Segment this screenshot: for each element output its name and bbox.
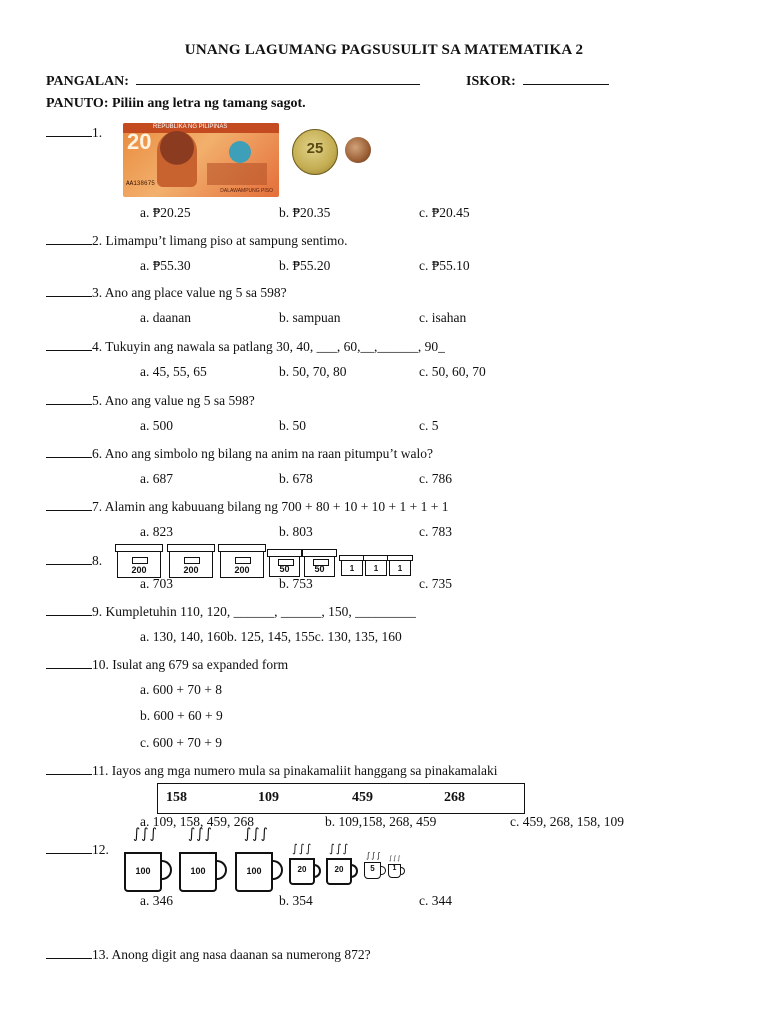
steam-icon: ∫∫∫ xyxy=(366,851,382,860)
answer-blank[interactable] xyxy=(46,762,92,775)
name-field[interactable] xyxy=(136,70,420,85)
question-text: Iayos ang mga numero mula sa pinakamaliit hanggang sa pinakamalaki xyxy=(108,763,498,778)
number-item: 158 xyxy=(166,790,187,805)
box-icon: 200 xyxy=(117,550,161,578)
mug-icon: 20 xyxy=(326,858,352,885)
box-icon: 1 xyxy=(341,559,363,576)
option-c[interactable]: c. 50, 60, 70 xyxy=(419,364,486,379)
option-a[interactable]: a. 109, 158, 459, 268 xyxy=(140,814,254,829)
option-a[interactable]: a. 500 xyxy=(140,418,173,433)
option-c[interactable]: c. 786 xyxy=(419,471,452,486)
coin-icon xyxy=(292,129,338,175)
bill-serial: AA138675 xyxy=(126,180,155,187)
steam-icon: ∫∫∫ xyxy=(133,826,158,842)
mug-icon: 20 xyxy=(289,858,315,885)
option-b[interactable]: b. 354 xyxy=(279,893,313,908)
steam-icon: ∫∫∫ xyxy=(329,842,350,855)
question-10: 10. Isulat ang 679 sa expanded form xyxy=(46,656,288,673)
bill-portrait xyxy=(157,131,197,187)
question-text: Anong digit ang nasa daanan sa numerong 872? xyxy=(108,947,371,962)
option-a[interactable]: a. ₱20.25 xyxy=(140,205,191,220)
box-icon: 200 xyxy=(169,550,213,578)
mug-icon: 1 xyxy=(388,864,401,878)
name-row xyxy=(46,70,420,90)
answer-blank[interactable] xyxy=(46,552,92,565)
question-13: 13. Anong digit ang nasa daanan sa numerong 872? xyxy=(46,946,371,963)
question-3: 3. Ano ang place value ng 5 sa 598? xyxy=(46,284,287,301)
question-6: 6. Ano ang simbolo ng bilang na anim na raan pitumpu’t walo? xyxy=(46,445,433,462)
question-text: Alamin ang kabuuang bilang ng 700 + 80 + 10 + 10 + 1 + 1 + 1 xyxy=(102,499,449,514)
option-b[interactable]: b. 600 + 60 + 9 xyxy=(140,708,223,723)
steam-icon: ∫∫∫ xyxy=(188,826,213,842)
bill-header-text: REPUBLIKA NG PILIPINAS xyxy=(153,124,228,130)
option-a[interactable]: a. ₱55.30 xyxy=(140,258,191,273)
option-b[interactable]: b. sampuan xyxy=(279,310,341,325)
question-8: 8. xyxy=(46,552,102,569)
answer-blank[interactable] xyxy=(46,445,92,458)
box-icon: 200 xyxy=(220,550,264,578)
name-label: PANGALAN: xyxy=(46,74,129,89)
steam-icon: ∫∫∫ xyxy=(389,855,402,862)
option-b[interactable]: b. 109,158, 268, 459 xyxy=(325,814,437,829)
options-line[interactable]: a. 130, 140, 160b. 125, 145, 155c. 130, 135, 160 xyxy=(140,629,402,644)
steam-icon: ∫∫∫ xyxy=(292,842,313,855)
option-b[interactable]: b. ₱55.20 xyxy=(279,258,331,273)
option-c[interactable]: c. 344 xyxy=(419,893,452,908)
option-c[interactable]: c. 459, 268, 158, 109 xyxy=(510,814,624,829)
box-icon: 50 xyxy=(304,555,335,577)
option-c[interactable]: c. 600 + 70 + 9 xyxy=(140,735,222,750)
option-c[interactable]: c. ₱55.10 xyxy=(419,258,470,273)
option-b[interactable]: b. ₱20.35 xyxy=(279,205,331,220)
option-a[interactable]: a. daanan xyxy=(140,310,191,325)
question-5: 5. Ano ang value ng 5 sa 598? xyxy=(46,392,255,409)
option-b[interactable]: b. 50 xyxy=(279,418,306,433)
question-text: Ano ang place value ng 5 sa 598? xyxy=(102,285,287,300)
question-12: 12. xyxy=(46,841,109,858)
question-text: Isulat ang 679 sa expanded form xyxy=(108,657,289,672)
option-a[interactable]: a. 346 xyxy=(140,893,173,908)
option-b[interactable]: b. 678 xyxy=(279,471,313,486)
option-c[interactable]: c. 783 xyxy=(419,524,452,539)
mug-icon: 100 xyxy=(179,852,217,892)
option-b[interactable]: b. 803 xyxy=(279,524,313,539)
option-b[interactable]: b. 753 xyxy=(279,576,313,591)
box-icon: 1 xyxy=(365,559,387,576)
answer-blank[interactable] xyxy=(46,841,92,854)
question-2: 2. Limampu’t limang piso at sampung sentimo. xyxy=(46,232,347,249)
question-11: 11. Iayos ang mga numero mula sa pinakamaliit hanggang sa pinakamalaki xyxy=(46,762,498,779)
instructions: PANUTO: Piliin ang letra ng tamang sagot. xyxy=(46,96,306,111)
option-a[interactable]: a. 600 + 70 + 8 xyxy=(140,682,222,697)
option-a[interactable]: a. 703 xyxy=(140,576,173,591)
question-9: 9. Kumpletuhin 110, 120, ______, ______, 150, _________ xyxy=(46,603,416,620)
score-row xyxy=(466,70,609,90)
mug-icon: 100 xyxy=(124,852,162,892)
answer-blank[interactable] xyxy=(46,656,92,669)
answer-blank[interactable] xyxy=(46,498,92,511)
bill-footer-text: DALAWAMPUNG PISO xyxy=(220,188,273,194)
box-icon: 1 xyxy=(389,559,411,576)
answer-blank[interactable] xyxy=(46,392,92,405)
option-c[interactable]: c. 735 xyxy=(419,576,452,591)
option-c[interactable]: c. 5 xyxy=(419,418,439,433)
steam-icon: ∫∫∫ xyxy=(244,826,269,842)
score-field[interactable] xyxy=(523,70,609,85)
answer-blank[interactable] xyxy=(46,284,92,297)
bill-seal xyxy=(229,141,251,163)
page-title: UNANG LAGUMANG PAGSUSULIT SA MATEMATIKA 2 xyxy=(184,42,584,58)
coin-icon xyxy=(345,137,371,163)
option-c[interactable]: c. isahan xyxy=(419,310,467,325)
bill-value: 20 xyxy=(127,129,152,154)
answer-blank[interactable] xyxy=(46,124,92,137)
option-b[interactable]: b. 50, 70, 80 xyxy=(279,364,347,379)
option-c[interactable]: c. ₱20.45 xyxy=(419,205,470,220)
score-label: ISKOR: xyxy=(466,74,516,89)
bill-building xyxy=(207,163,267,185)
question-text: Tukuyin ang nawala sa patlang 30, 40, ___, 60,__,______, 90_ xyxy=(102,339,445,354)
answer-blank[interactable] xyxy=(46,232,92,245)
numbers-box xyxy=(157,783,525,814)
option-a[interactable]: a. 45, 55, 65 xyxy=(140,364,207,379)
question-text: Ano ang value ng 5 sa 598? xyxy=(102,393,255,408)
mug-icon: 100 xyxy=(235,852,273,892)
number-item: 109 xyxy=(258,790,279,805)
box-icon: 50 xyxy=(269,555,300,577)
question-1: 1. xyxy=(46,124,102,141)
question-4: 4. Tukuyin ang nawala sa patlang 30, 40, ___, 60,__,______, 90_ xyxy=(46,338,445,355)
coin-value: 25 xyxy=(306,140,324,157)
option-a[interactable]: a. 823 xyxy=(140,524,173,539)
number-item: 268 xyxy=(444,790,465,805)
answer-blank[interactable] xyxy=(46,946,92,959)
question-text: Ano ang simbolo ng bilang na anim na raan pitumpu’t walo? xyxy=(102,446,433,461)
mug-icon: 5 xyxy=(364,862,381,879)
option-a[interactable]: a. 687 xyxy=(140,471,173,486)
question-text: Kumpletuhin 110, 120, ______, ______, 150, _________ xyxy=(102,604,416,619)
answer-blank[interactable] xyxy=(46,338,92,351)
number-item: 459 xyxy=(352,790,373,805)
twenty-peso-bill-image xyxy=(123,123,279,197)
question-7: 7. Alamin ang kabuuang bilang ng 700 + 80 + 10 + 10 + 1 + 1 + 1 xyxy=(46,498,449,515)
question-text: Limampu’t limang piso at sampung sentimo. xyxy=(102,233,348,248)
answer-blank[interactable] xyxy=(46,603,92,616)
